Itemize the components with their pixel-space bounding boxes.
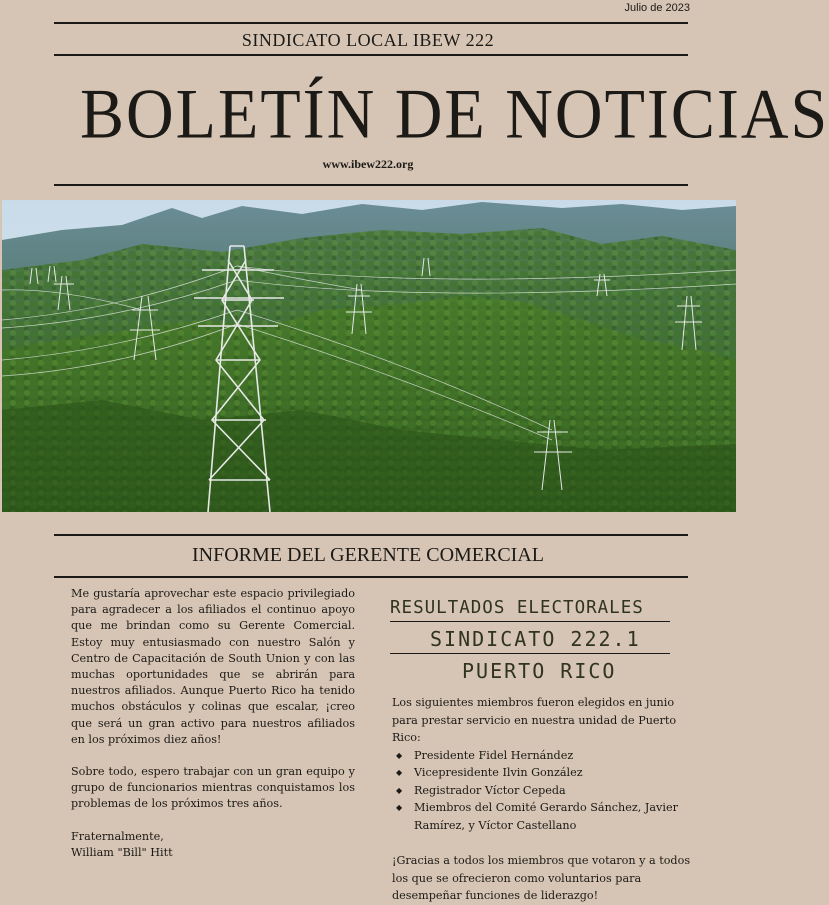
section-divider-bottom xyxy=(54,576,688,578)
issue-date: Julio de 2023 xyxy=(624,2,690,14)
closing-text: Fraternalmente, xyxy=(71,829,164,843)
section-divider-top xyxy=(54,534,688,536)
election-results-column xyxy=(392,694,702,905)
elected-members-list xyxy=(392,747,702,835)
election-divider-1 xyxy=(390,621,670,622)
diamond-bullet-icon: ◆ xyxy=(396,768,403,777)
report-paragraph-2: Sobre todo, espero trabajar con un gran equipo y grupo de funcionarios mientras conquistamos los problemas de los próximos tres años. xyxy=(71,765,355,811)
signature-name: William "Bill" Hitt xyxy=(71,845,173,859)
union-name: SINDICATO LOCAL IBEW 222 xyxy=(241,30,495,50)
report-signoff xyxy=(71,829,355,861)
manager-report-heading: INFORME DEL GERENTE COMERCIAL xyxy=(191,544,545,566)
manager-report-column xyxy=(71,586,355,861)
diamond-bullet-icon: ◆ xyxy=(396,750,403,760)
list-item: ◆ Presidente Fidel Hernández xyxy=(392,747,702,765)
power-lines-landscape-image xyxy=(2,200,736,512)
election-results-title: RESULTADOS ELECTORALES xyxy=(390,598,644,618)
list-item: ◆ Vicepresidente Ilvin González xyxy=(392,764,702,782)
diamond-bullet-icon: ◆ xyxy=(396,803,403,812)
newsletter-title: BOLETÍN DE NOTICIAS xyxy=(80,75,829,154)
header-divider-2 xyxy=(54,54,688,56)
header-divider-top xyxy=(54,22,688,24)
election-divider-2 xyxy=(390,653,670,654)
election-location: PUERTO RICO xyxy=(462,659,617,683)
election-intro: Los siguientes miembros fueron elegidos en junio para prestar servicio en nuestra unidad de Puerto Rico: xyxy=(392,696,677,744)
election-union-subtitle: SINDICATO 222.1 xyxy=(430,627,641,651)
election-thanks: ¡Gracias a todos los miembros que votaron y a todos los que se ofrecieron como voluntarios para desempeñar funciones de liderazgo! xyxy=(392,854,691,902)
list-item: ◆ Miembros del Comité Gerardo Sánchez, Javier Ramírez, y Víctor Castellano xyxy=(396,801,678,832)
report-paragraph-1: Me gustaría aprovechar este espacio privilegiado para agradecer a los afiliados el continuo apoyo que me brindan como su Gerente Comercial. Estoy muy entusiasmado con nuestro Salón y Centro de Capacitación de South Union y con las muchas oportunidades que se abrirán para nuestros afiliados. Aunque Puerto Rico ha tenido muchos obstáculos y colinas que escalar, ¡creo que será un gran activo para nuestros afiliados en los próximos diez años! xyxy=(71,587,355,746)
header-divider-bottom xyxy=(54,184,688,186)
list-item: ◆ Registrador Víctor Cepeda xyxy=(392,782,702,800)
diamond-bullet-icon: ◆ xyxy=(396,785,403,795)
website-link[interactable]: www.ibew222.org xyxy=(322,157,414,171)
